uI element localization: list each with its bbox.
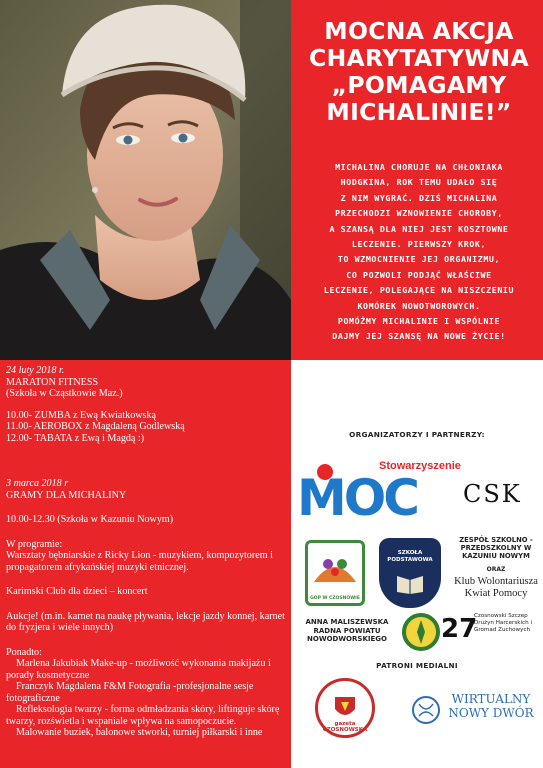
event2-date: 3 marca 2018 r — [6, 478, 69, 489]
patroni-heading: PATRONI MEDIALNI — [376, 661, 458, 670]
moc-top-text: Stowarzyszenie — [379, 460, 461, 472]
schedule-item: 12.00- TABATA z Ewą i Magdą :) — [6, 432, 145, 444]
description-line: POMÓŻMY MICHALINIE I WSPÓLNIE — [337, 316, 501, 327]
partners-panel — [291, 360, 543, 768]
oraz-text: ORAZ — [486, 566, 506, 573]
globe-icon — [411, 690, 441, 730]
book-icon — [395, 572, 425, 594]
wirtualny-logo — [411, 682, 541, 734]
gop-text: GOP W CZOSNOWIE — [310, 596, 360, 601]
event1-name: MARATON FITNESS — [6, 376, 99, 388]
program-column — [6, 365, 289, 739]
klub-text: Klub Wolontariusza Kwiat Pomocy — [454, 576, 538, 599]
event2-time-place: 10.00-12.30 (Szkoła w Kazuniu Nowym) — [6, 514, 174, 525]
description-line: Z NIM WYGRAĆ. DZIŚ MICHALINA — [340, 192, 498, 203]
description-line: A SZANSĄ DLA NIEJ JEST KOSZTOWNE — [329, 223, 509, 234]
harcerze-number: 27 — [441, 614, 478, 644]
more-item: Marlena Jakubiak Make-up - możliwość wykonania makijażu i porady kosmetyczne — [6, 658, 271, 681]
event-title — [300, 18, 538, 126]
family-icon — [308, 546, 362, 586]
title-line: MICHALINIE!” — [326, 98, 512, 126]
workshops-text: Warsztaty bębniarskie z Ricky Lion - muzykiem, kompozytorem i propagatorem afrykańskiej muzyki etnicznej. — [6, 550, 273, 573]
harcerze-emblem-icon — [401, 612, 441, 652]
schedule-item: 11.00- AEROBOX z Magdaleną Godlewską — [6, 421, 185, 432]
gop-logo — [305, 540, 365, 606]
hero-photo — [0, 0, 291, 360]
event1-place: (Szkoła w Cząstkowie Maz.) — [6, 388, 123, 399]
csk-logo: CSK — [463, 480, 522, 508]
description-line: DAJMY JEJ SZANSĘ NA NOWE ŻYCIE! — [332, 331, 506, 342]
event-description — [299, 160, 539, 345]
title-line: MOCNA AKCJA — [324, 17, 514, 45]
harcerze-text: Czosnowski Szczep Drużyn Harcerskich i Gromad Zuchowych — [474, 613, 533, 633]
description-line: MICHALINA CHORUJE NA CHŁONIAKA — [335, 162, 503, 172]
more-item: Franczyk Magdalena F&M Fotografia -profesjonalne sesje fotograficzne — [6, 681, 254, 704]
description-line: KOMÓREK NOWOTWOROWYCH. — [357, 300, 481, 311]
partners-heading: ORGANIZATORZY I PARTNERZY: — [349, 430, 485, 439]
crest-icon — [332, 695, 358, 721]
more-item: Refleksologia twarzy - forma odmładzania skóry, liftinguje skórę twarzy, rozświetla i wspaniale wpływa na samopoczucie. — [6, 704, 280, 727]
event1-date: 24 luty 2018 r. — [6, 365, 65, 376]
description-line: HODGKINA, ROK TEMU UDAŁO SIĘ — [340, 177, 498, 188]
school-badge — [379, 538, 441, 608]
description-line: TO WZMOCNIENIE JEJ ORGANIZMU, — [337, 254, 501, 265]
title-line: „POMAGAMY — [331, 71, 507, 99]
school-badge-text: SZKOŁA PODSTAWOWA — [387, 550, 433, 563]
schedule-item: 10.00- ZUMBA z Ewą Kwiatkowską — [6, 409, 156, 421]
title-line: CHARYTATYWNA — [309, 44, 529, 72]
description-line: LECZENIE, POLEGAJĄCE NA NISZCZENIU — [323, 285, 515, 296]
auction-text: Aukcje! (m.in. karnet na naukę pływania, lekcje jazdy konnej, karnet do fryzjera i wiele innych) — [6, 610, 285, 633]
concert-text: Karimski Club dla dzieci – koncert — [6, 586, 148, 597]
program-label: W programie: — [6, 538, 63, 550]
radna-text: ANNA MALISZEWSKA RADNA POWIATU NOWODWORSKIEGO — [305, 618, 389, 643]
photo-image — [0, 0, 291, 360]
description-line: CO POZWOLI PODJĄĆ WŁAŚCIWE — [346, 269, 492, 280]
more-label: Ponadto: — [6, 646, 42, 658]
wirtualny-text: WIRTUALNY NOWY DWÓR — [448, 692, 534, 720]
moc-text: MOC — [297, 469, 417, 527]
gazeta-logo — [315, 678, 375, 738]
description-line: LECZENIE. PIERWSZY KROK, — [351, 239, 487, 250]
moc-logo — [299, 458, 459, 528]
more-item: Malowanie buziek, balonowe stworki, turniej piłkarski i inne — [16, 727, 263, 738]
zespol-text: ZESPÓŁ SZKOLNO - PRZEDSZKOLNY W KAZUNIU NOWYM — [459, 536, 533, 560]
event2-name: GRAMY DLA MICHALINY — [6, 489, 127, 501]
gazeta-text: gazeta CZOSNOWSKA — [322, 721, 368, 733]
description-line: PRZECHODZI WZNOWIENIE CHOROBY, — [335, 208, 503, 219]
